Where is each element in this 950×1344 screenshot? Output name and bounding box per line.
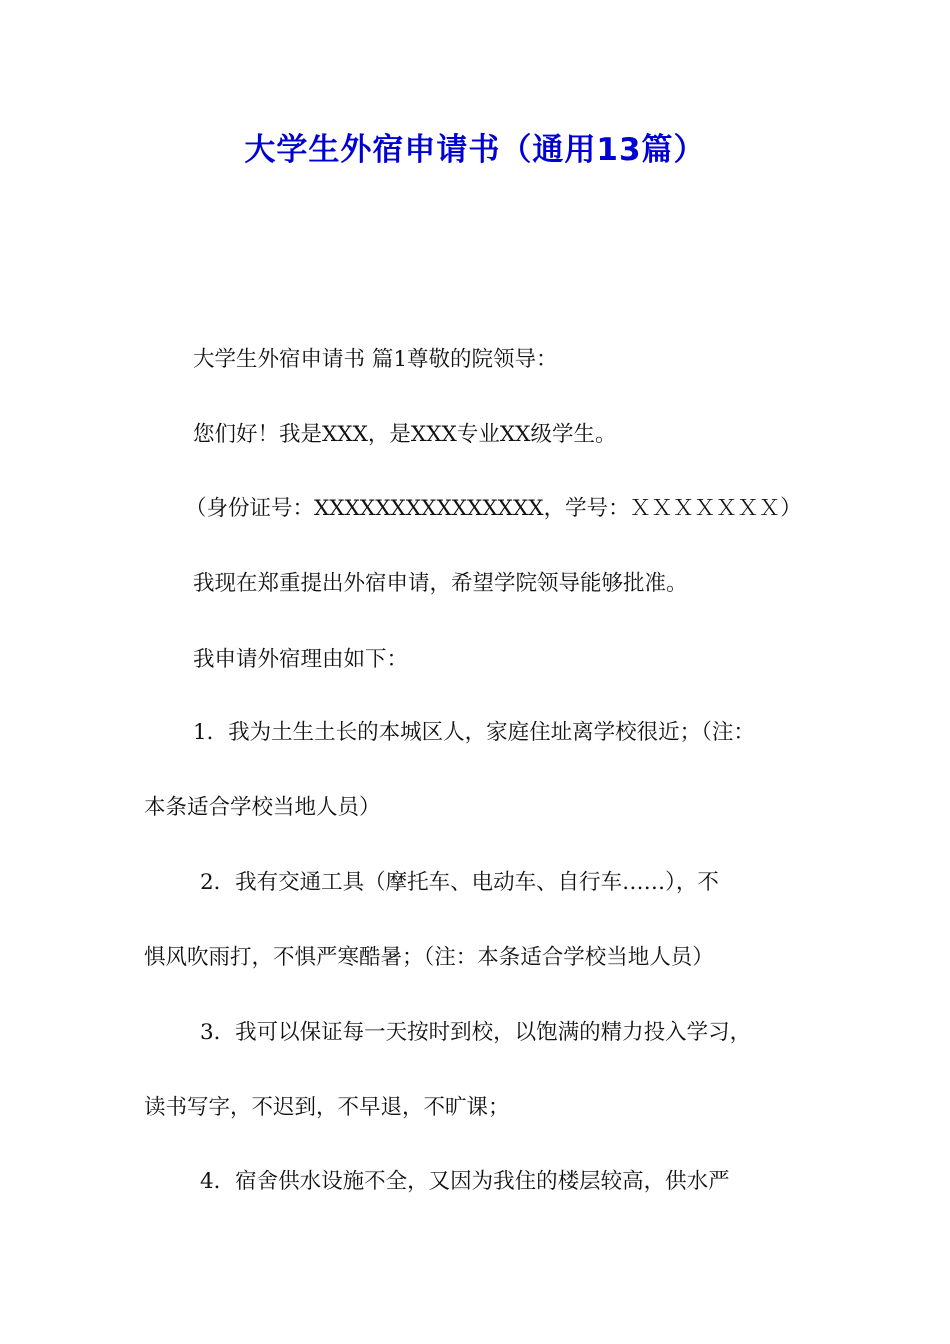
paragraph-line-intro: 您们好！我是XXX，是XXX专业XX级学生。 xyxy=(193,422,617,447)
paragraph-line-request: 我现在郑重提出外宿申请，希望学院领导能够批准。 xyxy=(193,571,688,596)
paragraph-line-reason-1-cont: 本条适合学校当地人员） xyxy=(144,795,381,820)
paragraph-line-reason-1: 1．我为土生土长的本城区人，家庭住址离学校很近；（注： xyxy=(193,720,755,745)
paragraph-line-reason-3-cont: 读书写字，不迟到，不早退，不旷课； xyxy=(144,1095,510,1120)
paragraph-line-reason-3: 3．我可以保证每一天按时到校，以饱满的精力投入学习， xyxy=(200,1020,752,1045)
paragraph-line-greeting: 大学生外宿申请书 篇1尊敬的院领导： xyxy=(193,347,558,372)
paragraph-line-reason-2-cont: 惧风吹雨打，不惧严寒酷暑；（注：本条适合学校当地人员） xyxy=(144,945,714,970)
document-title: 大学生外宿申请书（通用13篇） xyxy=(244,132,706,168)
paragraph-line-id: （身份证号：XXXXXXXXXXXXXXX，学号：ＸＸＸＸＸＸＸ） xyxy=(185,496,802,521)
paragraph-line-reasons-heading: 我申请外宿理由如下： xyxy=(193,647,409,672)
paragraph-line-reason-2: 2．我有交通工具（摩托车、电动车、自行车……），不 xyxy=(200,870,719,895)
paragraph-line-reason-4: 4．宿舍供水设施不全，又因为我住的楼层较高，供水严 xyxy=(200,1169,730,1194)
